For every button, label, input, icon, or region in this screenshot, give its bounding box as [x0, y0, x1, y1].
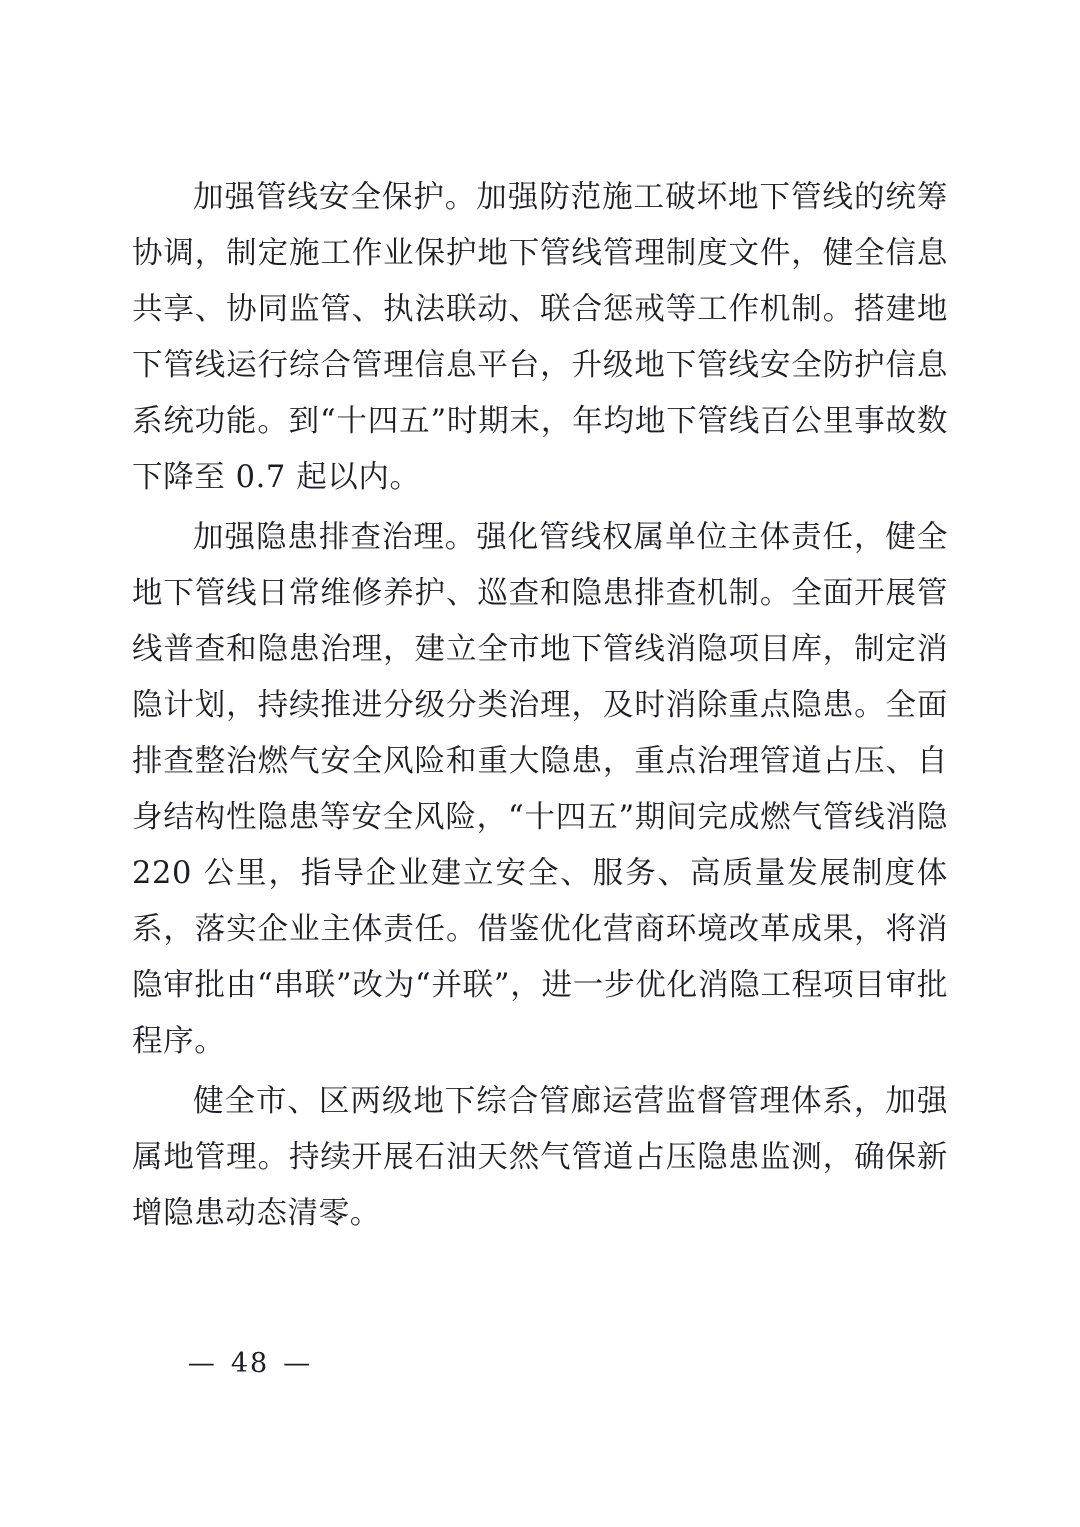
page-number-dash-right: — — [283, 1348, 313, 1379]
page-number: 48 — [230, 1348, 270, 1379]
page-number-dash-left: — — [187, 1348, 217, 1379]
page-body-text — [132, 170, 948, 1246]
paragraph: 加强隐患排查治理。强化管线权属单位主体责任，健全地下管线日常维修养护、巡查和隐患排查机制。全面开展管线普查和隐患治理，建立全市地下管线消隐项目库，制定消隐计划，持续推进分级分类治理，及时消除重点隐患。全面排查整治燃气安全风险和重大隐患，重点治理管道占压、自身结构性隐患等安全风险，“十四五”期间完成燃气管线消隐 220 公里，指导企业建立安全、服务、高质量发展制度体系，落实企业主体责任。借鉴优化营商环境改革成果，将消隐审批由“串联”改为“并联”，进一步优化消隐工程项目审批程序。 — [132, 520, 948, 1059]
page-footer — [0, 1348, 1080, 1379]
page-number-group — [174, 1348, 326, 1379]
paragraph: 加强管线安全保护。加强防范施工破坏地下管线的统筹协调，制定施工作业保护地下管线管理制度文件，健全信息共享、协同监管、执法联动、联合惩戒等工作机制。搭建地下管线运行综合管理信息平台，升级地下管线安全防护信息系统功能。到“十四五”时期末，年均地下管线百公里事故数下降至 0.7 起以内。 — [132, 180, 948, 495]
paragraph: 健全市、区两级地下综合管廊运营监督管理体系，加强属地管理。持续开展石油天然气管道占压隐患监测，确保新增隐患动态清零。 — [132, 1084, 948, 1231]
